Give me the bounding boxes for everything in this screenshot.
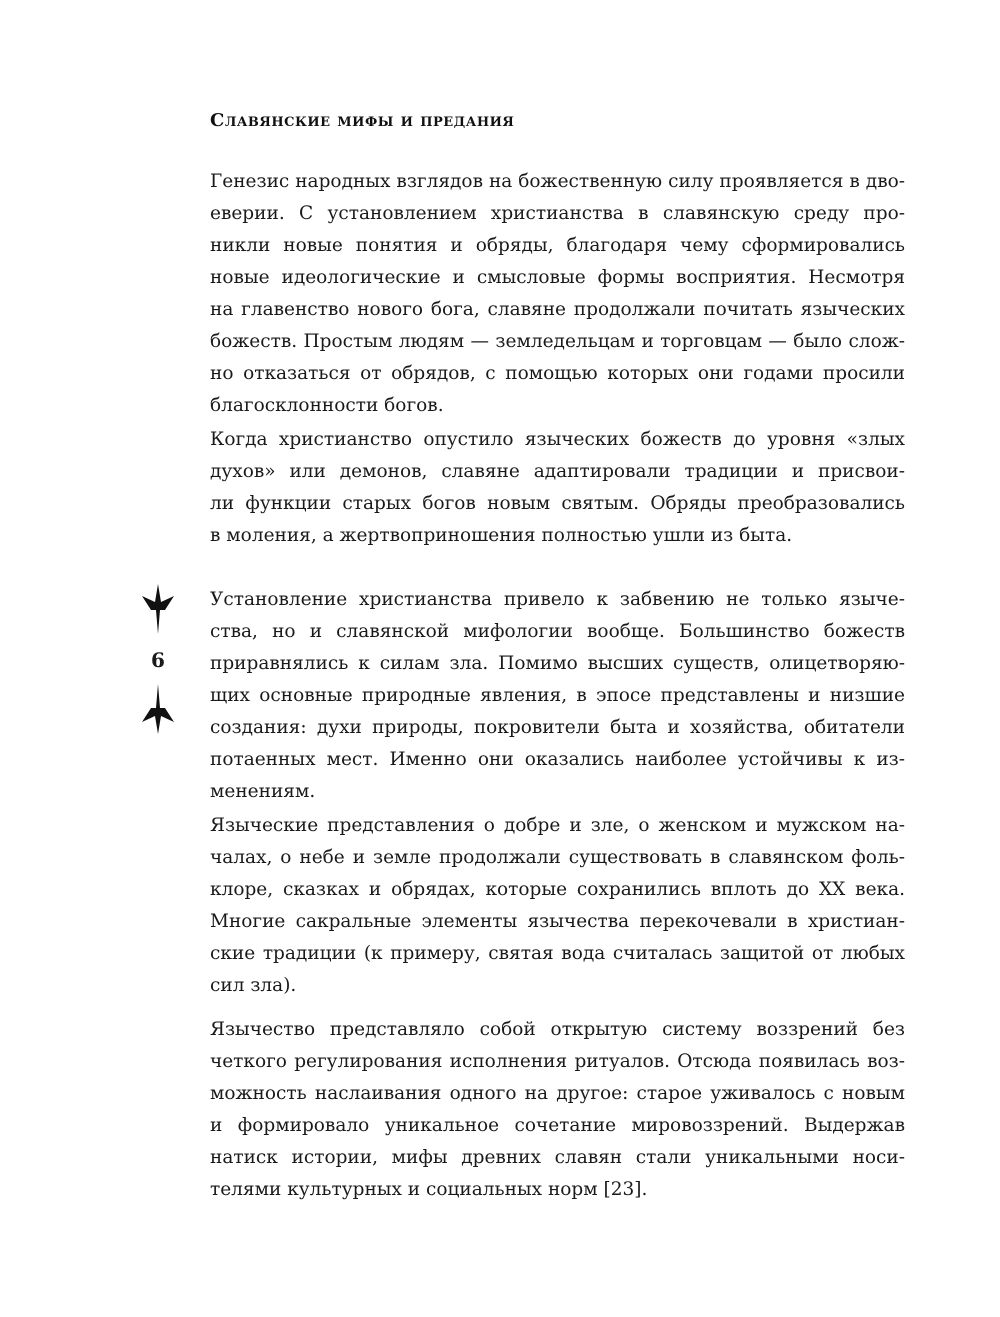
- text-line: Генезис народных взглядов на божественную силу проявляется в дво-: [210, 171, 905, 192]
- paragraph-3: [210, 584, 905, 808]
- text-line: ства, но и славянской мифологии вообще. Большинство божеств: [210, 621, 905, 642]
- text-line: создания: духи природы, покровители быта и хозяйства, обитатели: [210, 717, 905, 738]
- text-line: но отказаться от обрядов, с помощью которых они годами просили: [210, 363, 905, 384]
- ornament-bottom-icon: [140, 684, 176, 734]
- text-line: менениям.: [210, 781, 316, 802]
- paragraph-1: [210, 166, 905, 422]
- text-line: божеств. Простым людям — земледельцам и торговцам — было слож-: [210, 331, 905, 352]
- text-line: сил зла).: [210, 975, 297, 996]
- text-line: Установление христианства привело к забвению не только языче-: [210, 589, 905, 610]
- text-line: на главенство нового бога, славяне продолжали почитать языческих: [210, 299, 905, 320]
- text-line: ские традиции (к примеру, святая вода считалась защитой от любых: [210, 943, 905, 964]
- text-line: и формировало уникальное сочетание мировоззрений. Выдержав: [210, 1115, 905, 1136]
- text-line: потаенных мест. Именно они оказались наиболее устойчивы к из-: [210, 749, 905, 770]
- text-line: телями культурных и социальных норм [23].: [210, 1179, 648, 1200]
- text-line: новые идеологические и смысловые формы восприятия. Несмотря: [210, 267, 905, 288]
- text-line: Когда христианство опустило языческих божеств до уровня «злых: [210, 429, 905, 450]
- text-line: Язычество представляло собой открытую систему воззрений без: [210, 1019, 905, 1040]
- paragraph-4: [210, 810, 905, 1002]
- text-line: никли новые понятия и обряды, благодаря чему сформировались: [210, 235, 905, 256]
- text-line: ли функции старых богов новым святым. Обряды преобразовались: [210, 493, 905, 514]
- text-line: Языческие представления о добре и зле, о женском и мужском на-: [210, 815, 905, 836]
- text-line: четкого регулирования исполнения ритуалов. Отсюда появилась воз-: [210, 1051, 905, 1072]
- ornament-top-icon: [140, 584, 176, 634]
- text-line: можность наслаивания одного на другое: старое уживалось с новым: [210, 1083, 905, 1104]
- text-line: еверии. С установлением христианства в славянскую среду про-: [210, 203, 905, 224]
- paragraph-2: [210, 424, 905, 552]
- paragraph-5: [210, 1014, 905, 1206]
- text-line: благосклонности богов.: [210, 395, 444, 416]
- text-line: щих основные природные явления, в эпосе представлены и низшие: [210, 685, 905, 706]
- text-line: натиск истории, мифы древних славян стали уникальными носи-: [210, 1147, 905, 1168]
- text-line: клоре, сказках и обрядах, которые сохранились вплоть до XX века.: [210, 879, 905, 900]
- text-line: чалах, о небе и земле продолжали существовать в славянском фоль-: [210, 847, 905, 868]
- text-line: в моления, а жертвоприношения полностью ушли из быта.: [210, 525, 793, 546]
- page-number: 6: [151, 648, 165, 672]
- chapter-heading: Славянские мифы и предания: [210, 110, 515, 131]
- text-line: духов» или демонов, славяне адаптировали традиции и присвои-: [210, 461, 905, 482]
- text-line: приравнялись к силам зла. Помимо высших существ, олицетворяю-: [210, 653, 905, 674]
- text-line: Многие сакральные элементы язычества перекочевали в христиан-: [210, 911, 905, 932]
